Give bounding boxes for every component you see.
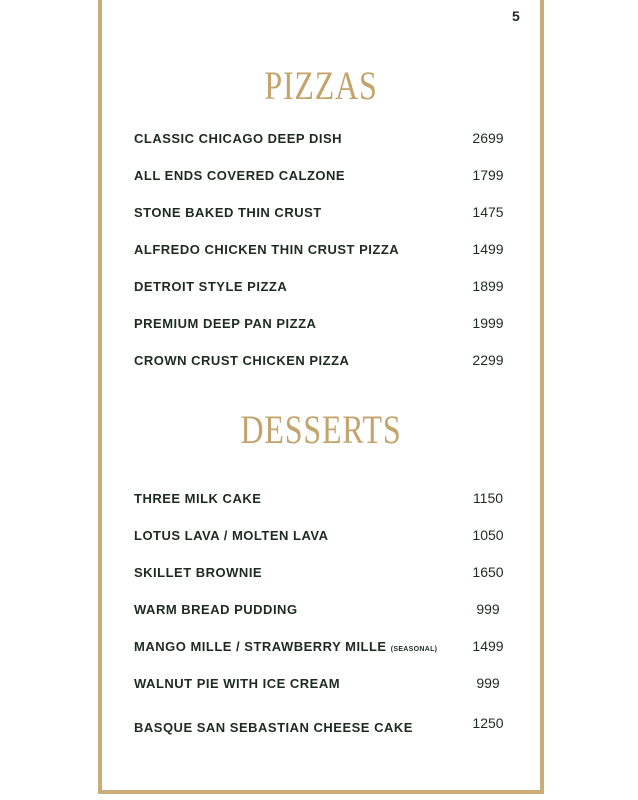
- menu-item-name: MANGO MILLE / STRAWBERRY MILLE: [134, 639, 387, 654]
- pizzas-heading: PIZZAS: [264, 63, 378, 108]
- menu-item-price: 2299: [472, 352, 504, 368]
- page-number: 5: [512, 8, 520, 24]
- menu-item-price: 1475: [472, 204, 504, 220]
- menu-item-price: 1499: [472, 241, 504, 257]
- menu-item-price: 1050: [472, 527, 504, 543]
- menu-item-name: WALNUT PIE WITH ICE CREAM: [134, 676, 341, 691]
- menu-item-price: 999: [476, 601, 500, 617]
- menu-item-name: BASQUE SAN SEBASTIAN CHEESE CAKE: [134, 720, 413, 735]
- menu-item-name: PREMIUM DEEP PAN PIZZA: [134, 316, 317, 331]
- menu-item-name: WARM BREAD PUDDING: [134, 602, 298, 617]
- menu-item-price: 999: [476, 675, 500, 691]
- desserts-heading: DESSERTS: [240, 407, 402, 452]
- menu-item: [134, 639, 437, 654]
- menu-item-price: 1899: [472, 278, 504, 294]
- menu-item-name: CROWN CRUST CHICKEN PIZZA: [134, 353, 350, 368]
- menu-item-price: 2699: [472, 130, 504, 146]
- menu-item-name: LOTUS LAVA / MOLTEN LAVA: [134, 528, 329, 543]
- menu-item-price: 1999: [472, 315, 504, 331]
- menu-item-price: 1250: [472, 715, 504, 731]
- menu-item-price: 1499: [472, 638, 504, 654]
- menu-item-name: DETROIT STYLE PIZZA: [134, 279, 288, 294]
- menu-item-price: 1799: [472, 167, 504, 183]
- seasonal-note: (SEASONAL): [390, 646, 438, 653]
- menu-item-name: SKILLET BROWNIE: [134, 565, 263, 580]
- menu-item-name: ALL ENDS COVERED CALZONE: [134, 168, 346, 183]
- menu-item-name: THREE MILK CAKE: [134, 491, 262, 506]
- menu-item-name: STONE BAKED THIN CRUST: [134, 205, 322, 220]
- menu-item-name: CLASSIC CHICAGO DEEP DISH: [134, 131, 343, 146]
- menu-item-price: 1650: [472, 564, 504, 580]
- menu-item-price: 1150: [472, 490, 504, 506]
- menu-item-name: ALFREDO CHICKEN THIN CRUST PIZZA: [134, 242, 400, 257]
